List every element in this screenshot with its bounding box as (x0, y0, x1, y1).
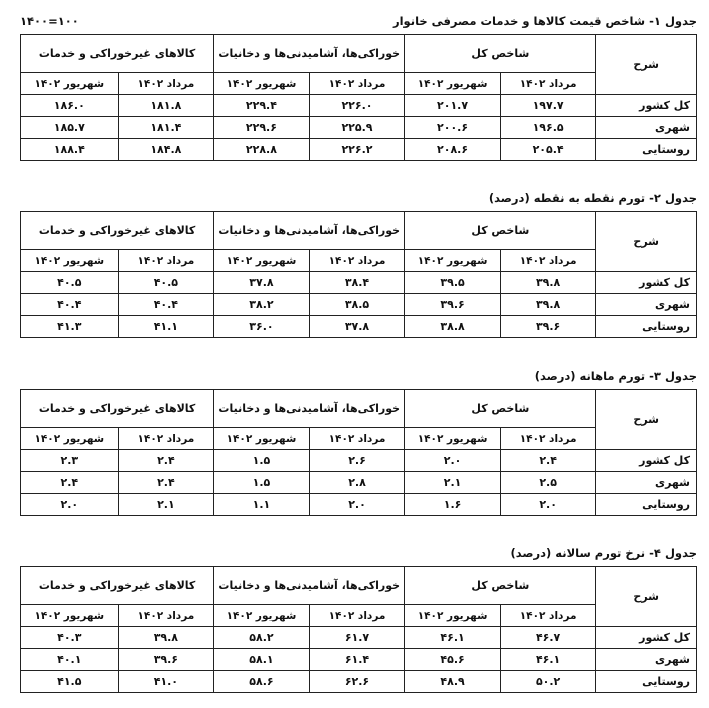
row-label: کل کشور (596, 272, 697, 294)
table-caption: جدول ۱- شاخص قیمت کالاها و خدمات مصرفی خانوار (392, 14, 697, 28)
table-cell: ۱.۵ (214, 450, 310, 472)
table-row (21, 627, 697, 649)
table-cell: ۱۸۴.۸ (118, 139, 214, 161)
table-cell: ۴۱.۵ (21, 671, 119, 693)
header-month: شهریور ۱۴۰۲ (21, 428, 119, 450)
header-group: خوراکی‌ها، آشامیدنی‌ها و دخانیات (214, 390, 405, 428)
table-cell: ۱۸۵.۷ (21, 117, 119, 139)
row-label: شهری (596, 294, 697, 316)
table-cell: ۲۲۹.۶ (214, 117, 310, 139)
table-cell: ۳۸.۵ (309, 294, 405, 316)
table-caption: جدول ۲- تورم نقطه به نقطه (درصد) (488, 191, 697, 205)
header-description: شرح (596, 390, 697, 450)
table-cell: ۵۸.۱ (214, 649, 310, 671)
table-cell: ۱.۱ (214, 494, 310, 516)
base-year-note: ۱۰۰=۱۴۰۰ (20, 14, 79, 28)
header-month: مرداد ۱۴۰۲ (309, 428, 405, 450)
table-cell: ۴۰.۱ (21, 649, 119, 671)
table-cell: ۲۰۵.۴ (500, 139, 596, 161)
header-description: شرح (596, 35, 697, 95)
table-row (21, 472, 697, 494)
header-month: شهریور ۱۴۰۲ (21, 73, 119, 95)
table-cell: ۲.۱ (405, 472, 501, 494)
table-block-4 (20, 546, 697, 693)
table-cell: ۴۶.۱ (500, 649, 596, 671)
table-cell: ۴۰.۴ (21, 294, 119, 316)
header-group: شاخص کل (405, 567, 596, 605)
table-cell: ۲۲۶.۰ (309, 95, 405, 117)
table-caption: جدول ۴- نرخ تورم سالانه (درصد) (510, 546, 697, 560)
row-label: روستایی (596, 316, 697, 338)
table-cell: ۴۰.۳ (21, 627, 119, 649)
header-month: مرداد ۱۴۰۲ (309, 250, 405, 272)
table-row (21, 649, 697, 671)
header-row-months (21, 428, 697, 450)
caption-row (20, 369, 697, 389)
table-cell: ۲.۰ (405, 450, 501, 472)
table-cell: ۳۷.۸ (309, 316, 405, 338)
table-cell: ۳۸.۸ (405, 316, 501, 338)
table-cell: ۴۱.۳ (21, 316, 119, 338)
table-cell: ۳۹.۸ (500, 272, 596, 294)
row-label: کل کشور (596, 95, 697, 117)
header-group: خوراکی‌ها، آشامیدنی‌ها و دخانیات (214, 35, 405, 73)
header-month: شهریور ۱۴۰۲ (21, 250, 119, 272)
row-label: شهری (596, 649, 697, 671)
table-cell: ۲.۱ (118, 494, 214, 516)
table-row (21, 450, 697, 472)
row-label: شهری (596, 472, 697, 494)
table-cell: ۶۱.۷ (309, 627, 405, 649)
header-month: شهریور ۱۴۰۲ (214, 428, 310, 450)
table-cell: ۱.۵ (214, 472, 310, 494)
table-cell: ۳۷.۸ (214, 272, 310, 294)
table-block-2 (20, 191, 697, 338)
table-row (21, 294, 697, 316)
header-month: مرداد ۱۴۰۲ (309, 73, 405, 95)
table-cell: ۲۰۱.۷ (405, 95, 501, 117)
table-cell: ۳۹.۵ (405, 272, 501, 294)
table-cell: ۲.۰ (21, 494, 119, 516)
row-label: کل کشور (596, 450, 697, 472)
header-group: خوراکی‌ها، آشامیدنی‌ها و دخانیات (214, 212, 405, 250)
table-block-1 (20, 14, 697, 161)
table-cell: ۲.۴ (500, 450, 596, 472)
table-row (21, 494, 697, 516)
header-month: شهریور ۱۴۰۲ (405, 428, 501, 450)
table-cell: ۳۸.۴ (309, 272, 405, 294)
table-cell: ۳۹.۸ (118, 627, 214, 649)
header-row-months (21, 605, 697, 627)
table-cell: ۲.۴ (118, 450, 214, 472)
table-cell: ۲.۴ (118, 472, 214, 494)
table-cell: ۵۸.۶ (214, 671, 310, 693)
table-cell: ۲.۶ (309, 450, 405, 472)
data-table (20, 389, 697, 516)
table-row (21, 272, 697, 294)
header-month: مرداد ۱۴۰۲ (500, 73, 596, 95)
row-label: روستایی (596, 671, 697, 693)
table-cell: ۱۹۶.۵ (500, 117, 596, 139)
table-cell: ۳۹.۶ (118, 649, 214, 671)
table-cell: ۴۱.۰ (118, 671, 214, 693)
table-cell: ۴۱.۱ (118, 316, 214, 338)
table-cell: ۳۶.۰ (214, 316, 310, 338)
header-row-groups (21, 212, 697, 250)
header-month: شهریور ۱۴۰۲ (214, 73, 310, 95)
header-row-groups (21, 567, 697, 605)
table-cell: ۴۰.۵ (21, 272, 119, 294)
header-month: شهریور ۱۴۰۲ (214, 605, 310, 627)
row-label: شهری (596, 117, 697, 139)
table-cell: ۳۹.۶ (500, 316, 596, 338)
header-month: مرداد ۱۴۰۲ (118, 605, 214, 627)
table-cell: ۱۸۱.۴ (118, 117, 214, 139)
header-month: مرداد ۱۴۰۲ (500, 250, 596, 272)
header-group: کالاهای غیرخوراکی و خدمات (21, 212, 214, 250)
data-table (20, 211, 697, 338)
row-label: کل کشور (596, 627, 697, 649)
table-cell: ۲۰۰.۶ (405, 117, 501, 139)
table-cell: ۱۸۶.۰ (21, 95, 119, 117)
header-month: مرداد ۱۴۰۲ (500, 428, 596, 450)
table-cell: ۲.۰ (309, 494, 405, 516)
header-month: شهریور ۱۴۰۲ (21, 605, 119, 627)
header-row-groups (21, 390, 697, 428)
table-cell: ۴۶.۱ (405, 627, 501, 649)
table-row (21, 139, 697, 161)
data-table (20, 566, 697, 693)
table-cell: ۴۰.۴ (118, 294, 214, 316)
header-row-months (21, 250, 697, 272)
header-month: شهریور ۱۴۰۲ (405, 605, 501, 627)
table-cell: ۶۲.۶ (309, 671, 405, 693)
table-cell: ۴۶.۷ (500, 627, 596, 649)
header-group: شاخص کل (405, 212, 596, 250)
table-cell: ۳۹.۸ (500, 294, 596, 316)
header-group: شاخص کل (405, 35, 596, 73)
caption-row (20, 14, 697, 34)
header-row-groups (21, 35, 697, 73)
table-cell: ۲.۸ (309, 472, 405, 494)
table-cell: ۲.۰ (500, 494, 596, 516)
table-cell: ۲۲۹.۴ (214, 95, 310, 117)
table-block-3 (20, 369, 697, 516)
table-cell: ۲.۳ (21, 450, 119, 472)
caption-row (20, 191, 697, 211)
header-month: مرداد ۱۴۰۲ (118, 250, 214, 272)
row-label: روستایی (596, 139, 697, 161)
header-month: شهریور ۱۴۰۲ (214, 250, 310, 272)
table-cell: ۱۸۱.۸ (118, 95, 214, 117)
table-cell: ۵۰.۲ (500, 671, 596, 693)
table-cell: ۶۱.۴ (309, 649, 405, 671)
table-cell: ۲۲۵.۹ (309, 117, 405, 139)
table-cell: ۵۸.۲ (214, 627, 310, 649)
table-cell: ۱.۶ (405, 494, 501, 516)
table-cell: ۲۲۶.۲ (309, 139, 405, 161)
header-month: شهریور ۱۴۰۲ (405, 73, 501, 95)
data-table (20, 34, 697, 161)
table-cell: ۳۸.۲ (214, 294, 310, 316)
table-caption: جدول ۳- تورم ماهانه (درصد) (534, 369, 697, 383)
table-cell: ۴۵.۶ (405, 649, 501, 671)
table-cell: ۲.۴ (21, 472, 119, 494)
header-description: شرح (596, 212, 697, 272)
table-cell: ۳۹.۶ (405, 294, 501, 316)
header-group: شاخص کل (405, 390, 596, 428)
row-label: روستایی (596, 494, 697, 516)
caption-row (20, 546, 697, 566)
table-cell: ۴۰.۵ (118, 272, 214, 294)
header-group: کالاهای غیرخوراکی و خدمات (21, 390, 214, 428)
header-group: خوراکی‌ها، آشامیدنی‌ها و دخانیات (214, 567, 405, 605)
header-month: شهریور ۱۴۰۲ (405, 250, 501, 272)
header-row-months (21, 73, 697, 95)
table-row (21, 316, 697, 338)
header-month: مرداد ۱۴۰۲ (118, 73, 214, 95)
header-month: مرداد ۱۴۰۲ (118, 428, 214, 450)
header-group: کالاهای غیرخوراکی و خدمات (21, 35, 214, 73)
table-row (21, 117, 697, 139)
table-cell: ۲۰۸.۶ (405, 139, 501, 161)
table-cell: ۱۹۷.۷ (500, 95, 596, 117)
header-month: مرداد ۱۴۰۲ (500, 605, 596, 627)
header-month: مرداد ۱۴۰۲ (309, 605, 405, 627)
header-description: شرح (596, 567, 697, 627)
table-row (21, 671, 697, 693)
table-cell: ۴۸.۹ (405, 671, 501, 693)
table-cell: ۲.۵ (500, 472, 596, 494)
table-cell: ۱۸۸.۴ (21, 139, 119, 161)
table-cell: ۲۲۸.۸ (214, 139, 310, 161)
header-group: کالاهای غیرخوراکی و خدمات (21, 567, 214, 605)
table-row (21, 95, 697, 117)
